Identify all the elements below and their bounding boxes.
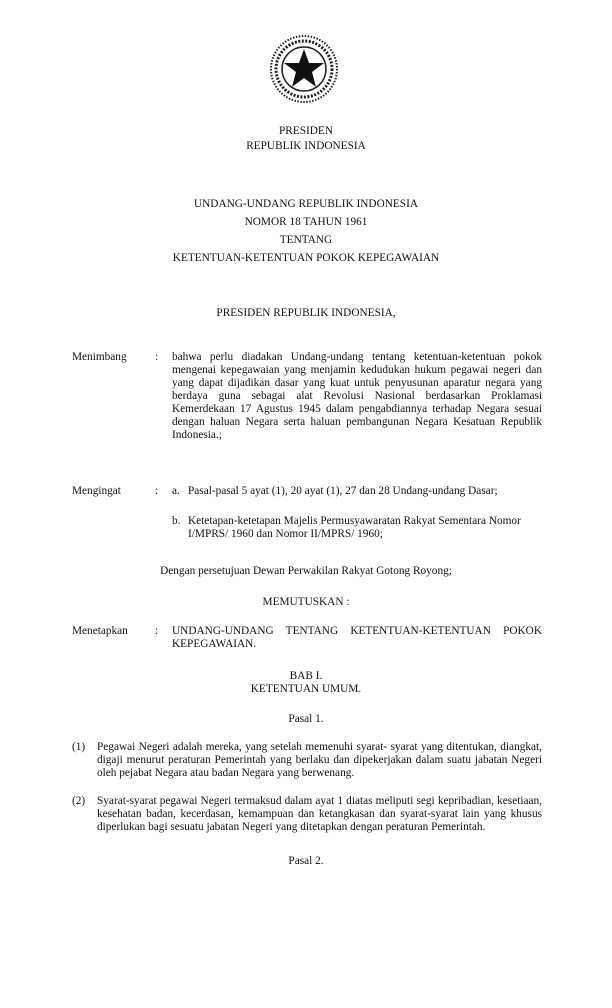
- bab-number: BAB I.: [289, 670, 323, 682]
- persetujuan-text: Dengan persetujuan Dewan Perwakilan Rakyat Gotong Royong;: [160, 565, 452, 577]
- ayat-text: Syarat-syarat pegawai Negeri termaksud dalam ayat 1 diatas meliputi segi kepribadian, kesetiaan, kesehatan badan, kecerdasan, kemampuan dan ketangkasan dan syarat-syarat lain yang khusus diperlukan bagi sesuatu jabatan Negeri yang ditetapkan dengan peraturan Pemerintah.: [97, 795, 542, 833]
- item-number: b.: [172, 515, 181, 527]
- pasal2-title: Pasal 2.: [288, 855, 324, 867]
- title-line4: KETENTUAN-KETENTUAN POKOK KEPEGAWAIAN: [172, 252, 440, 264]
- menetapkan-colon: :: [155, 625, 159, 637]
- header-line1: PRESIDEN: [279, 125, 333, 137]
- memutuskan-heading: MEMUTUSKAN :: [262, 596, 350, 608]
- item-number: a.: [172, 485, 180, 497]
- mengingat-item: [172, 485, 522, 498]
- menetapkan-text: UNDANG-UNDANG TENTANG KETENTUAN-KETENTUAN POKOK KEPEGAWAIAN.: [172, 625, 542, 650]
- president-heading: PRESIDEN REPUBLIK INDONESIA,: [216, 307, 396, 319]
- title-line1: UNDANG-UNDANG REPUBLIK INDONESIA: [193, 198, 419, 210]
- mengingat-colon: :: [155, 485, 159, 497]
- title-line3: TENTANG: [279, 234, 333, 246]
- bab-title: KETENTUAN UMUM.: [250, 683, 362, 695]
- header-line2: REPUBLIK INDONESIA: [246, 140, 366, 152]
- star-emblem-icon: [268, 33, 340, 105]
- pasal1-title: Pasal 1.: [288, 713, 324, 725]
- emblem: [268, 33, 340, 105]
- ayat-text: Pegawai Negeri adalah mereka, yang setelah memenuhi syarat- syarat yang ditentukan, diangkat, digaji menurut peraturan Pemerintah yang berlaku dan dipekerjakan dalam suatu jabatan Negeri oleh pejabat Negara atau badan Negara yang berwenang.: [97, 741, 542, 779]
- title-line2: NOMOR 18 TAHUN 1961: [244, 216, 368, 228]
- ayat-item: [72, 741, 542, 780]
- ayat-number: (1): [72, 741, 86, 753]
- ayat-item: [72, 795, 542, 834]
- menimbang-text: bahwa perlu diadakan Undang-undang tentang ketentuan-ketentuan pokok mengenai kepegawaian yang menjamin kedudukan hukum pegawai negeri dan yang dapat dijadikan dasar yang kuat untuk penyusunan aparatur negara yang berdaya guna sebagai alat Revolusi Nasional berdasarkan Proklamasi Kemerdekaan 17 Agustus 1945 dalam pengabdiannya terhadap Negara sesuai dengan haluan Negara serta haluan pembangunan Negara Kesatuan Republik Indonesia.;: [172, 351, 542, 441]
- item-text: Ketetapan-ketetapan Majelis Permusyawaratan Rakyat Sementara Nomor I/MPRS/ 1960 dan Nomor II/MPRS/ 1960;: [188, 515, 521, 540]
- ayat-number: (2): [72, 795, 86, 807]
- item-text: Pasal-pasal 5 ayat (1), 20 ayat (1), 27 dan 28 Undang-undang Dasar;: [188, 485, 498, 497]
- mengingat-label: Mengingat: [72, 485, 121, 497]
- menetapkan-label: Menetapkan: [72, 625, 128, 637]
- mengingat-item: [172, 515, 542, 541]
- menimbang-label: Menimbang: [72, 351, 127, 363]
- menimbang-colon: :: [155, 351, 159, 363]
